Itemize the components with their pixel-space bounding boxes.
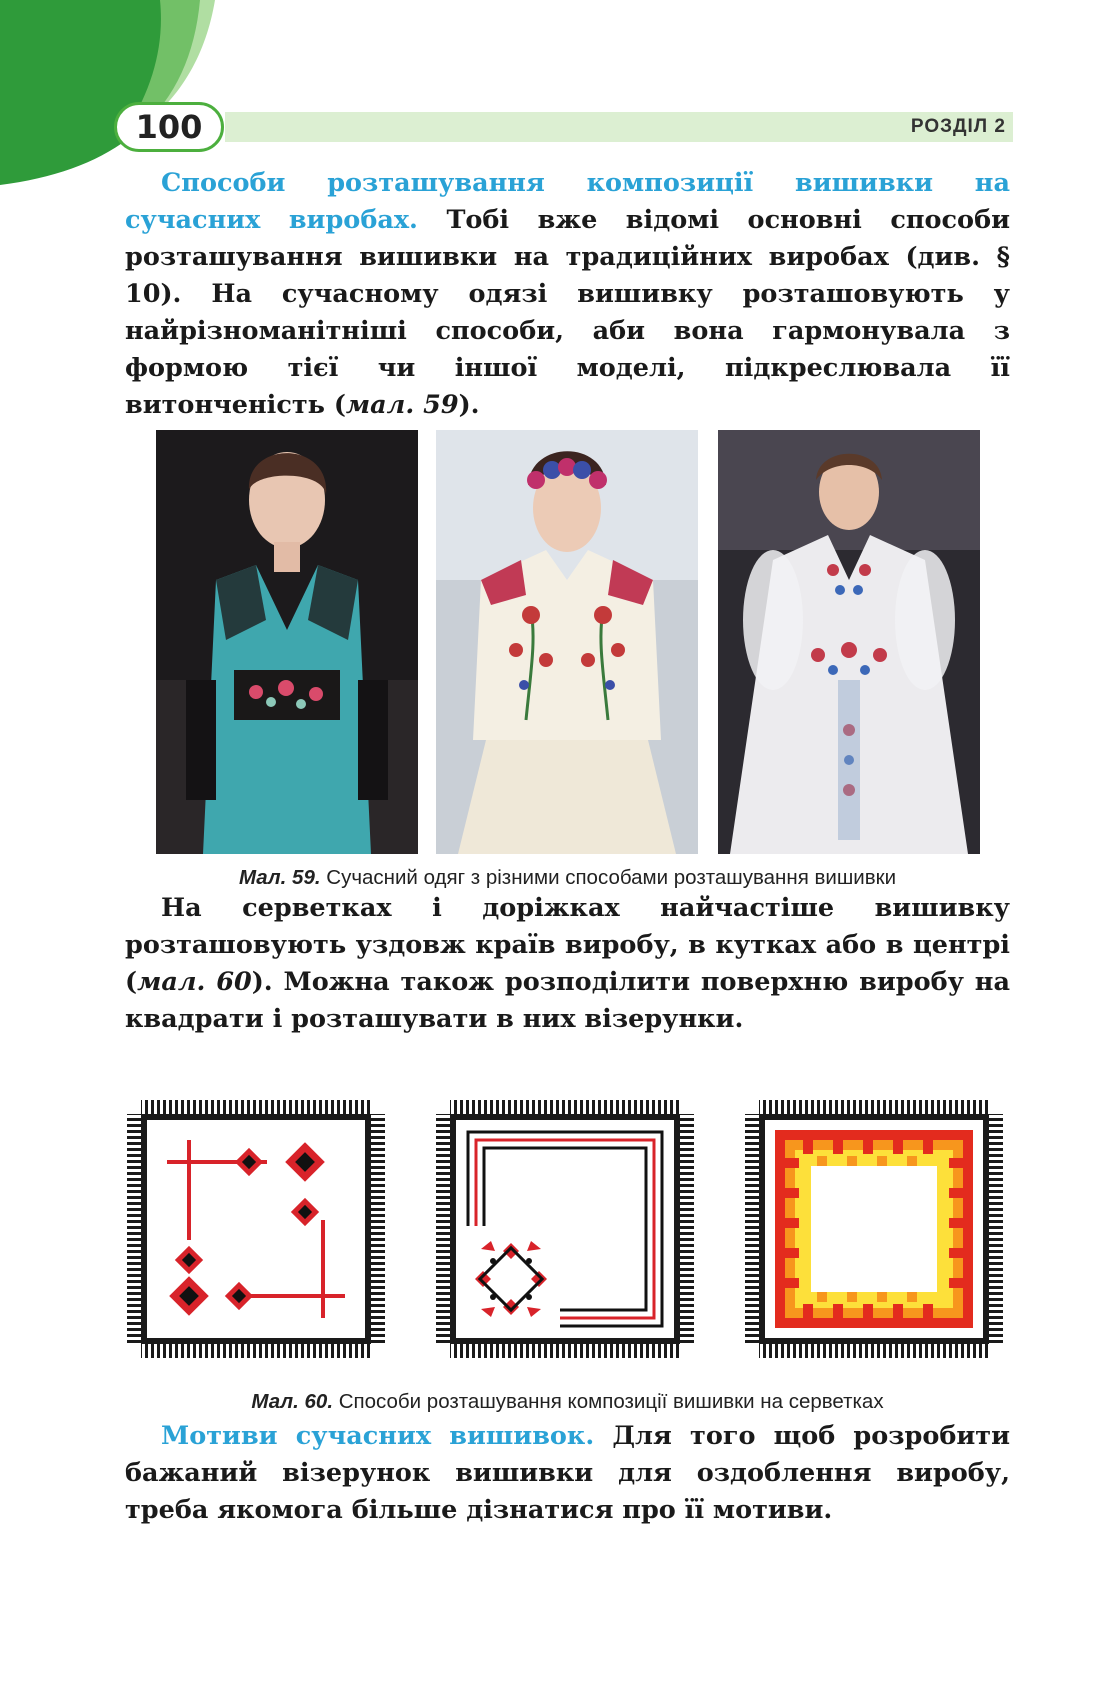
section-label: РОЗДІЛ 2 <box>910 116 1006 137</box>
figure-caption-text: Сучасний одяг з різними способами розташування вишивки <box>320 866 897 889</box>
figure-label: Мал. 59. <box>238 866 321 889</box>
paragraph-body: На серветках і доріжках найчастіше вишивку розташовують уздовж країв виробу, в кутках або в центрі ( <box>125 893 1010 997</box>
paragraph-body: Для того щоб розробити бажаний візерунок вишивки для оздоблення виробу, треба якомога більше дізнатися про її мотиви. <box>125 1421 1010 1525</box>
napkin-corner-pattern <box>127 1100 385 1358</box>
napkin-border-pattern <box>436 1100 694 1358</box>
figure-reference: мал. 60 <box>137 967 252 997</box>
photo-white-gown <box>718 430 980 854</box>
figure-60-caption <box>125 1390 1010 1414</box>
paragraph-motifs <box>125 1418 1010 1529</box>
paragraph-end: ). <box>458 390 480 420</box>
figure-59-caption <box>125 866 1010 890</box>
napkin-full-border-pattern <box>745 1100 1003 1358</box>
photo-teal-dress <box>156 430 418 854</box>
paragraph-body: Тобі вже відомі основні способи розташування вишивки на традиційних виробах (див. § 10). На сучасному одязі вишивку розташовують у найрізноманітніші способи, аби вона гармонувала з формою тієї чи іншої моделі, підкреслювала її витонченість ( <box>125 205 1010 420</box>
figure-label: Мал. 60. <box>251 1390 334 1413</box>
paragraph-end: ). Можна також розподілити поверхню виробу на квадрати і розташувати в них візерунки. <box>125 967 1010 1034</box>
header-band <box>225 112 1013 142</box>
paragraph-lead: Способи розташування композиції вишивки на сучасних виробах. <box>125 168 1010 235</box>
photo-white-jacket <box>436 430 698 854</box>
paragraph-lead: Мотиви сучасних вишивок. <box>161 1421 595 1451</box>
figure-caption-text: Способи розташування композиції вишивки на серветках <box>333 1390 884 1413</box>
paragraph-napkins <box>125 890 1010 1038</box>
paragraph-layout-methods <box>125 165 1010 424</box>
figure-reference: мал. 59 <box>345 390 459 420</box>
page-number: 100 <box>114 102 224 152</box>
